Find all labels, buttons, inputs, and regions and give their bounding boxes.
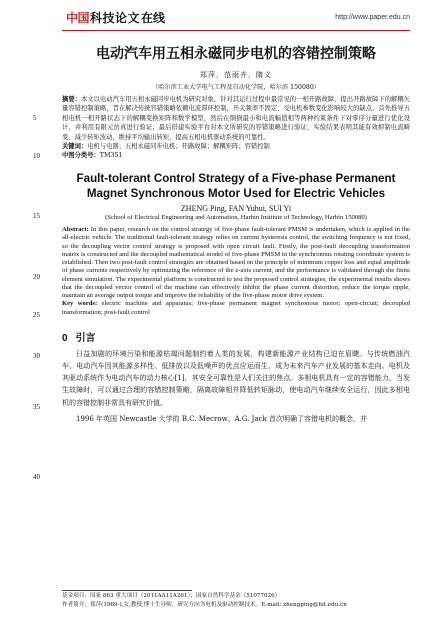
- line-number-10: 10: [33, 152, 40, 160]
- paper-body: [62, 34, 410, 425]
- keywords-cn-text: 电机与电器；五相永磁同步电机；开路故障；解耦矩阵；容错控制: [87, 143, 270, 151]
- abstract-cn-label: 摘要：: [62, 96, 81, 103]
- line-number-35: 35: [33, 403, 40, 411]
- keywords-en: [62, 300, 410, 317]
- authors-en: ZHENG Ping, FAN Yuhui, SUI Yi: [180, 204, 292, 214]
- clc-label: 中图分类号：: [62, 152, 100, 160]
- body-paragraph-2: 1996 年英国 Newcastle 大学的 B.C. Mecrow、A.G. Jack 首次明确了容错电机的概念，并: [76, 414, 368, 423]
- affiliation-en: (School of Electrical Engineering and Automation, Harbin Institute of Technology, Harbin 150080): [105, 214, 367, 222]
- keywords-en-label: Key words:: [62, 300, 98, 308]
- abstract-en-text: In this paper, research on the control strategy of five-phase fault-tolerant PMSM is undertaken, which is applied in the all-electric vehicle. The traditional fault-tolerant strategy relies on current hysteresis control, the switching frequency is not fixed, so the decoupling vector control strategy is proposed with open circuit fault. Firstly, the post-fault decoupling transformation matrix is constructed and the decoupled mathematical model of five-phase PMSM in the synchronous rotating coordinate system is established. Then two post-fault control strategies are obtained based on the principle of minimum copper loss and equal amplitude of phase currents respectively by optimizing the reference of the z-axis current, and the performance is validated through the finite element simulation. The experimental platform is constructed to test the proposed control strategies, the experimental results shows that the decoupled vector control of the machine can effectively inhibit the phase current distortion, reduce the torque ripple, maintain an average output torque and improve the reliability of the five-phase motor drive system.: [62, 226, 410, 300]
- line-number-25: 25: [33, 311, 40, 319]
- line-number-20: 20: [33, 273, 40, 281]
- paper-title-en: Fault-tolerant Control Strategy of a Five-phase Permanent Magnet Synchronous Motor Used for Electric Vehicles: [76, 172, 396, 200]
- keywords-cn-label: 关键词：: [62, 143, 88, 151]
- affiliation-cn: （哈尔滨工业大学电气工程及自动化学院，哈尔滨 150080）: [152, 84, 320, 91]
- line-number-30: 30: [33, 352, 40, 360]
- logo-text-scitech-paper: 科技论文: [90, 10, 141, 25]
- keywords-cn: [62, 142, 410, 151]
- clc-value: TM351: [99, 152, 123, 160]
- line-number-5: 5: [33, 114, 37, 122]
- footnotes: [62, 592, 410, 609]
- line-number-40: 40: [33, 473, 40, 481]
- footnote-divider: [62, 590, 192, 591]
- abstract-en-label: Abstract:: [62, 226, 89, 234]
- footnote-fund: 基金项目：国家 863 重大项目（2011AA11A261）；国家自然科学基金（51077026）: [62, 593, 281, 599]
- site-logo[interactable]: [66, 9, 165, 26]
- site-url-link[interactable]: http://www.paper.edu.cn: [335, 13, 410, 21]
- line-number-15: 15: [33, 212, 40, 220]
- abstract-en: [62, 226, 410, 300]
- section-title: 引言: [75, 332, 96, 344]
- footnote-author: 作者简介：郑萍(1969-),女,教授,博士生导师，研究方向为电机及驱动控制技术。E-mail: zhengping@hit.edu.cn: [62, 601, 347, 608]
- logo-text-online: 在线: [141, 10, 166, 25]
- header-divider: [62, 30, 410, 31]
- body-paragraph-1: 日益加剧的环境污染和能源枯竭问题制约着人类的发展，构建新能源产业结构已迫在眉睫。与传统燃油汽车，电动汽车因其能源多样性、低排放以及低噪声的优点应运而生，成为未来汽车产业发展的基本走向。电机及其驱动系统作为电动汽车的动力核心[1]，其安全可靠性是人们关注的焦点。多相电机具有一定的容错能力，当发生故障时，可以通过合理的容错控制策略，隔离故障相并降低转矩脉动，使电动汽车继续安全运行，因此多相电机的容错控制非常具有研究价值。: [62, 349, 410, 407]
- abstract-cn-text: 本文以电动汽车用五相永磁同步电机为研究对象，针对其运行过程中最常见的一相开路故障，提出开路故障下的解耦矢量容错控制策略，旨在解决传统容错策略依赖电流滞环控制，开关频率不固定、受电机参数变化影响较大的缺点。首先推导五相电机一相开路状态下的解耦变换矩阵和数学模型，然后在铜损最小和电流幅值相等两种约束条件下对零序分量进行优化设计，并利用有限元仿真进行验证；最后搭建实验平台对本文所研究的容错策略进行验证，实验结果表明其能有效抑制电流畸变、减少转矩波动，维持平均输出转矩，提高五相电机驱动系统的可靠性。: [62, 96, 411, 141]
- section-heading-introduction: [62, 329, 410, 344]
- authors-cn: 郑萍，范雨卉，隋义: [200, 71, 272, 79]
- section-number: 0: [62, 332, 68, 344]
- keywords-en-text: electric machine and apparatus; five-phase permanent magnet synchronous motor; open-circuit; decoupled transformation; post-fault control: [62, 300, 410, 316]
- clc-number: [62, 151, 410, 160]
- abstract-cn: [62, 95, 410, 142]
- paper-title-cn: 电动汽车用五相永磁同步电机的容错控制策略: [96, 46, 376, 62]
- logo-text-china: 中国: [66, 10, 90, 25]
- site-header: [0, 0, 440, 34]
